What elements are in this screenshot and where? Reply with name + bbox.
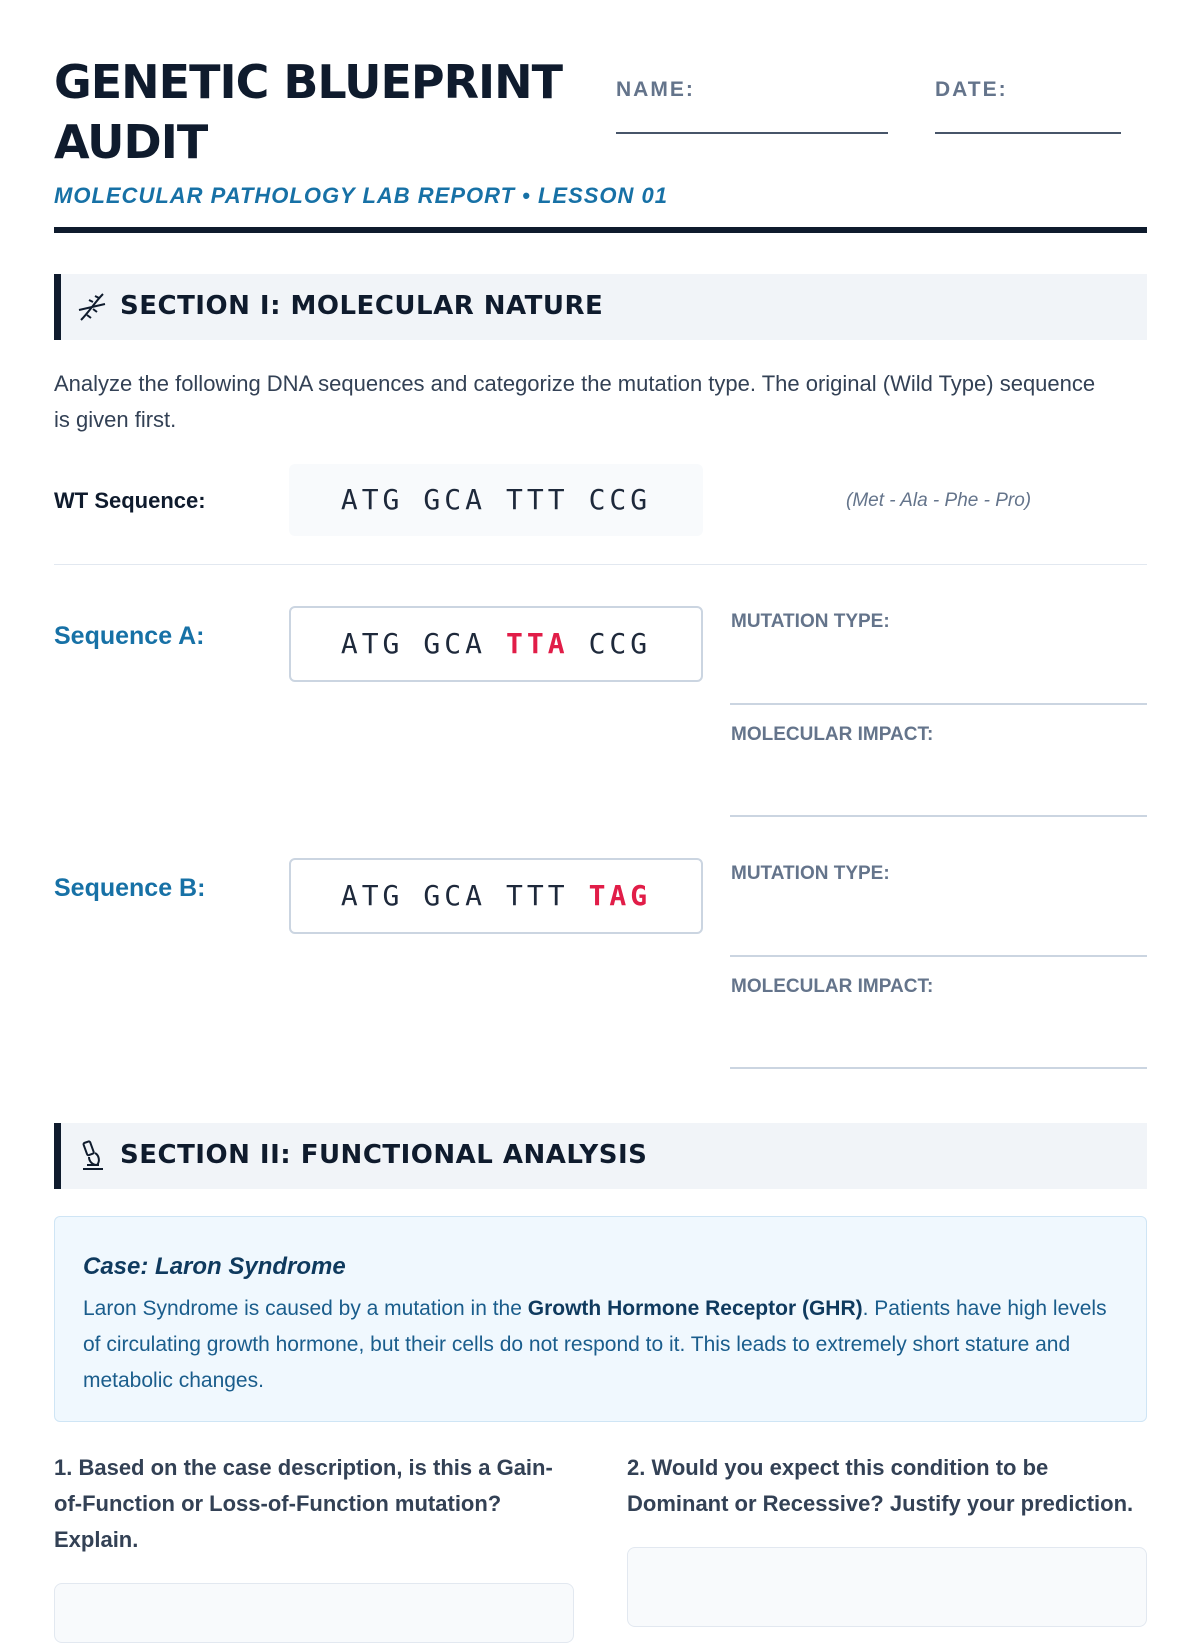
question-1: 1. Based on the case description, is this a Gain-of-Function or Loss-of-Function mutation? Explain. — [54, 1455, 553, 1552]
question-1-answer-box[interactable] — [54, 1583, 574, 1643]
wt-sequence-box — [289, 464, 703, 536]
sequence-a-impact-label: MOLECULAR IMPACT: — [731, 724, 934, 745]
codon: CCG — [588, 483, 652, 516]
name-label: NAME: — [616, 78, 695, 101]
sequence-a-label: Sequence A: — [54, 622, 205, 650]
sequence-b-label: Sequence B: — [54, 874, 206, 902]
section-1-header — [54, 274, 1147, 340]
case-text: Laron Syndrome is caused by a mutation in the — [83, 1297, 528, 1320]
sequence-a-mutation-type-label: MUTATION TYPE: — [731, 611, 890, 632]
sequence-b-impact-label: MOLECULAR IMPACT: — [731, 976, 934, 997]
date-field[interactable] — [935, 132, 1121, 134]
worksheet-title: GENETIC BLUEPRINT AUDIT — [54, 55, 563, 169]
codon: ATG — [340, 483, 404, 516]
codon: TTT — [506, 483, 569, 516]
codon: CCG — [588, 627, 652, 660]
case-title: Case: Laron Syndrome — [83, 1253, 346, 1280]
codon: GCA — [423, 627, 486, 660]
codon: TTT — [506, 879, 569, 912]
case-text: . Patients have high levels of circulating growth hormone, but their cells do not respond to it. This leads to extremely short stature and metabolic changes. — [83, 1297, 1107, 1392]
mutated-codon: TAG — [588, 879, 652, 912]
question-2: 2. Would you expect this condition to be Dominant or Recessive? Justify your prediction. — [627, 1455, 1134, 1516]
mutated-codon: TTA — [506, 627, 569, 660]
sequence-b-impact-field[interactable] — [730, 1067, 1147, 1069]
worksheet-subtitle: MOLECULAR PATHOLOGY LAB REPORT • LESSON 01 — [54, 183, 669, 208]
wt-sequence-label: WT Sequence: — [54, 488, 206, 513]
section-1-title: SECTION I: MOLECULAR NATURE — [120, 291, 604, 321]
question-2-answer-box[interactable] — [627, 1547, 1147, 1627]
sequence-a-mutation-type-field[interactable] — [730, 703, 1147, 705]
section-2-header — [54, 1123, 1147, 1189]
name-field[interactable] — [616, 132, 888, 134]
sequence-a-box — [289, 606, 703, 682]
codon: GCA — [423, 483, 486, 516]
microscope-icon — [75, 1139, 109, 1173]
case-description — [83, 1291, 1118, 1399]
header-divider — [54, 227, 1147, 233]
sequence-b-mutation-type-label: MUTATION TYPE: — [731, 863, 890, 884]
row-divider — [54, 564, 1147, 565]
case-highlight: Growth Hormone Receptor (GHR) — [527, 1297, 863, 1320]
case-study-box — [54, 1216, 1147, 1422]
codon: GCA — [423, 879, 486, 912]
sequence-b-box — [289, 858, 703, 934]
section-1-instructions: Analyze the following DNA sequences and categorize the mutation type. The original (Wild Type) sequence is given first. — [54, 371, 1096, 432]
section-2-title: SECTION II: FUNCTIONAL ANALYSIS — [120, 1140, 648, 1170]
sequence-b-mutation-type-field[interactable] — [730, 955, 1147, 957]
codon: ATG — [340, 627, 404, 660]
codon: ATG — [340, 879, 404, 912]
sequence-a-impact-field[interactable] — [730, 815, 1147, 817]
dna-icon — [75, 290, 109, 324]
date-label: DATE: — [935, 78, 1008, 101]
wt-amino-acids: (Met - Ala - Phe - Pro) — [846, 490, 1032, 511]
